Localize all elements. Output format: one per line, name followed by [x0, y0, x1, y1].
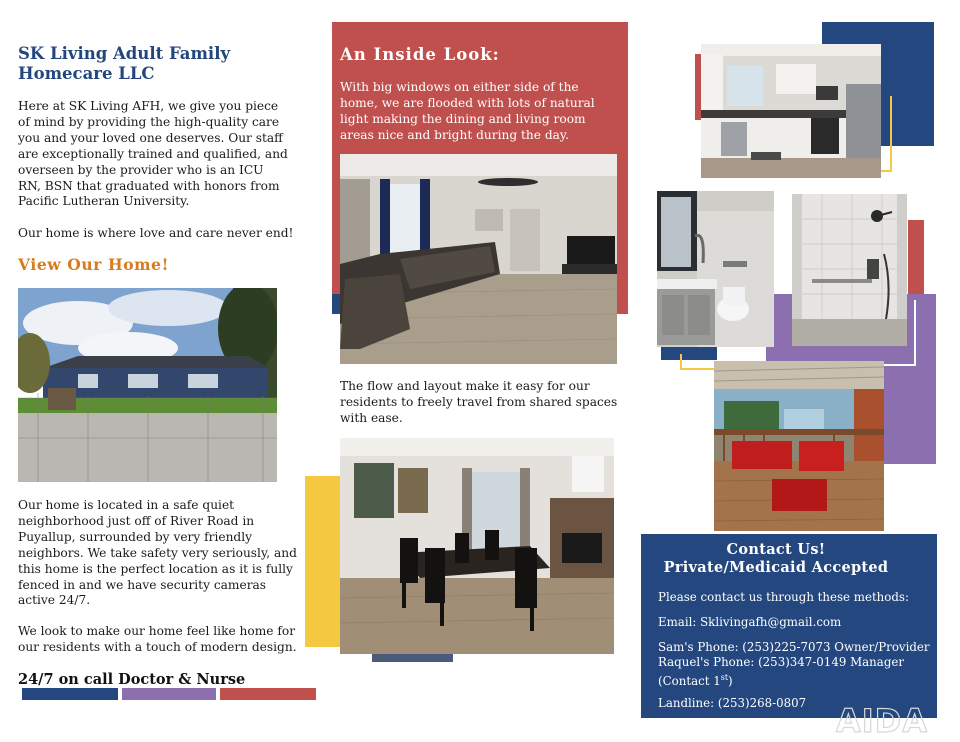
flow-paragraph: The flow and layout make it easy for our residents to freely travel from shared spaces with ease. [340, 379, 618, 425]
yellow-accent-block [305, 476, 341, 647]
contact-raquel-phone[interactable]: Raquel's Phone: (253)347-0149 Manager [658, 655, 904, 669]
patio-photo [714, 361, 884, 531]
watermark-logo: AIDA [836, 702, 928, 740]
house-exterior-photo [18, 288, 277, 482]
purple-accent-bar [122, 688, 216, 700]
navy-accent-bar [22, 688, 118, 700]
bathroom-vanity-photo [657, 191, 774, 347]
kitchen-photo [701, 44, 881, 178]
inside-look-text: With big windows on either side of the home, we are flooded with lots of natural light making the dining and living room areas nice and bright during the day. [340, 80, 595, 142]
location-paragraph: Our home is located in a safe quiet neighborhood just off of River Road in Puyallup, surrounded by very friendly neighbors. We take safety very seriously, and this home is the perfect location as it is fully fenced in and we have security cameras active 24/7. [18, 498, 297, 608]
navy-accent-block [332, 294, 340, 314]
modern-design-paragraph: We look to make our home feel like home for our residents with a touch of modern design. [18, 624, 297, 654]
red-accent-bar [220, 688, 316, 700]
contact-raquel-note: (Contact 1st) [658, 673, 733, 688]
intro-paragraph: Here at SK Living AFH, we give you piece of mind by providing the high-quality care you and your loved one deserves. Our staff are exceptionally trained and qualified, and overseen by the provider who is an ICU RN, BSN that graduated with honors from Pacific Lutheran University. [18, 99, 288, 209]
contact-intro: Please contact us through these methods: [658, 590, 909, 604]
contact-title: Contact Us! Private/Medicaid Accepted [663, 541, 889, 576]
yellow-accent-outline [880, 96, 892, 172]
contact-landline[interactable]: Landline: (253)268-0807 [658, 696, 807, 710]
dining-room-photo [340, 438, 614, 654]
view-home-heading: View Our Home! [18, 255, 170, 274]
tagline: Our home is where love and care never end! [18, 226, 294, 240]
contact-sam-phone[interactable]: Sam's Phone: (253)225-7073 Owner/Provider [658, 640, 930, 654]
living-room-photo [340, 154, 617, 364]
on-call-heading: 24/7 on call Doctor & Nurse [18, 671, 246, 688]
company-title: SK Living Adult Family Homecare LLC [18, 44, 231, 83]
inside-look-title: An Inside Look: [340, 45, 500, 64]
shower-photo [792, 194, 907, 346]
slate-accent-bar [372, 654, 453, 662]
contact-email[interactable]: Email: Sklivingafh@gmail.com [658, 615, 842, 629]
